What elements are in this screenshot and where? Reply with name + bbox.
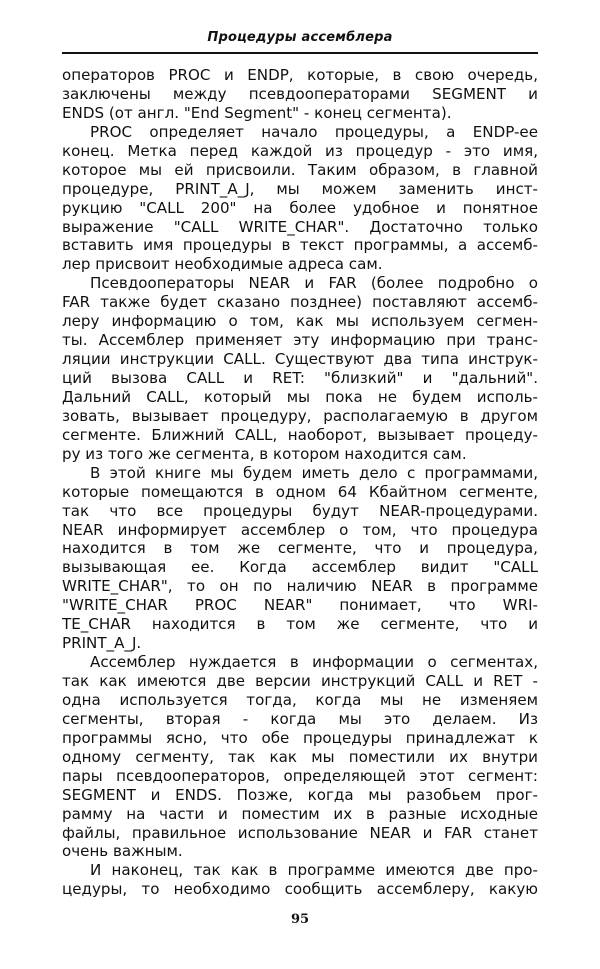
text-line: лер присвоит необходимые адреса сам. (62, 255, 383, 274)
text-line: леру информацию о том, как мы используем сегмен- (62, 312, 538, 331)
text-line: заключены между псевдооператорами SEGMENT и (62, 84, 538, 103)
text-line: файлы, правильное использование NEAR и FAR станет (62, 823, 538, 842)
paragraph (62, 861, 538, 899)
text-line: которые помещаются в одном 64 Кбайтном сегменте, (62, 482, 538, 501)
paragraph (62, 274, 538, 463)
paragraph (62, 653, 538, 861)
text-line: Дальний CALL, который мы пока не будем исполь- (62, 387, 538, 406)
text-line: ций вызова CALL и RET: "близкий" и "дальний". (62, 369, 538, 387)
text-line: PROC определяет начало процедуры, а ENDP-ее (90, 122, 538, 141)
text-line: В этой книге мы будем иметь дело с программами, (90, 463, 538, 482)
text-line: PRINT_A_J. (62, 634, 142, 653)
text-line: Ассемблер нуждается в информации о сегментах, (90, 653, 538, 672)
text-line: рамму на части и поместим их в разные исходные (62, 804, 538, 823)
text-line: программы ясно, что обе процедуры принадлежат к (62, 728, 538, 747)
text-line: сегменты, вторая - когда мы это делаем. Из (62, 709, 538, 728)
text-line: процедуре, PRINT_A_J, мы можем заменить инст- (62, 179, 538, 198)
text-line: очень важным. (62, 842, 183, 861)
paragraph (62, 123, 538, 275)
text-line: TE_CHAR находится в том же сегменте, что и (62, 615, 538, 634)
text-line: одна используется тогда, когда мы не изменяем (62, 690, 538, 709)
text-line: И наконец, так как в программе имеются две про- (90, 861, 538, 880)
text-line: ляции инструкции CALL. Существуют два типа инструк- (62, 350, 538, 369)
text-line: зовать, вызывает процедуру, располагаемую в другом (62, 406, 538, 425)
text-line: так что все процедуры будут NEAR-процедурами. (62, 501, 538, 520)
text-line: одному сегменту, так как мы поместили их внутри (62, 747, 538, 766)
text-line: операторов PROC и ENDP, которые, в свою очередь, (62, 66, 538, 84)
running-header: Процедуры ассемблера (207, 30, 393, 45)
text-line: цедуры, то необходимо сообщить ассемблеру, какую (62, 880, 538, 899)
text-line: пары псевдооператоров, определяющей этот сегмент: (62, 766, 538, 785)
text-line: так как имеются две версии инструкций CALL и RET - (62, 672, 538, 690)
text-line: находится в том же сегменте, что и процедура, (62, 539, 538, 558)
text-line: ENDS (от англ. "End Segment" - конец сегмента). (62, 103, 452, 122)
header-rule (62, 52, 538, 54)
text-line: которое мы ей присвоили. Таким образом, в главной (62, 160, 538, 179)
page-number: 95 (290, 912, 310, 927)
text-line: WRITE_CHAR", то он по наличию NEAR в программе (62, 577, 538, 596)
text-line: NEAR информирует ассемблер о том, что процедура (62, 520, 538, 539)
text-line: вызывающая ее. Когда ассемблер видит "CALL (62, 558, 538, 577)
paragraph (62, 464, 538, 653)
body-text (62, 66, 538, 899)
text-line: рукцию "CALL 200" на более удобное и понятное (62, 198, 538, 217)
text-line: Псевдооператоры NEAR и FAR (более подробно о (90, 274, 538, 293)
text-line: "WRITE_CHAR PROC NEAR" понимает, что WRI- (62, 596, 538, 615)
text-line: конец. Метка перед каждой из процедур - это имя, (62, 141, 538, 160)
text-line: вставить имя процедуры в текст программы, а ассемб- (62, 236, 538, 255)
text-line: SEGMENT и ENDS. Позже, когда мы разобьем прог- (62, 785, 538, 804)
text-line: ру из того же сегмента, в котором находится сам. (62, 444, 467, 463)
text-line: FAR также будет сказано позднее) поставляют ассемб- (62, 293, 538, 312)
text-line: ты. Ассемблер применяет эту информацию при транс- (62, 331, 538, 350)
paragraph (62, 66, 538, 123)
text-line: выражение "CALL WRITE_CHAR". Достаточно только (62, 217, 538, 236)
text-line: сегменте. Ближний CALL, наоборот, вызывает процеду- (62, 425, 538, 444)
